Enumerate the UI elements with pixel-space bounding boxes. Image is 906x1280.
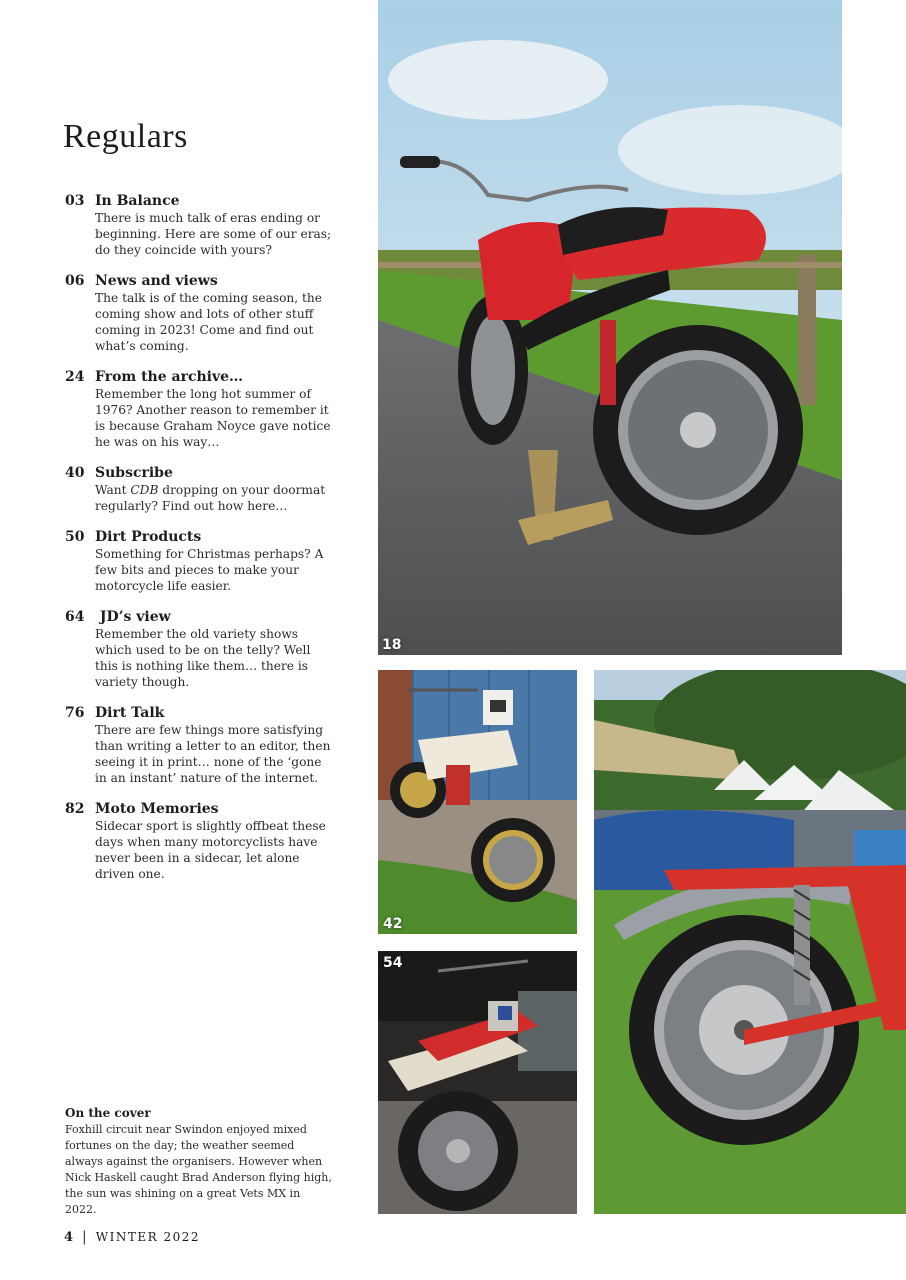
toc-description: Remember the old variety shows which used to be on the telly? Well this is nothing like them… there is variety though. [95, 627, 311, 689]
toc-title: In Balance [95, 193, 180, 209]
photo-yamaha-bike[interactable] [378, 951, 577, 1214]
cover-caption-text: Foxhill circuit near Swindon enjoyed mixed fortunes on the day; the weather seemed always against the organisers. However when Nick Haskell caught Brad Anderson flying high, the sun was shining on a great Vets MX in 2022. [65, 1123, 332, 1216]
photo-white-trials-bike[interactable] [378, 670, 577, 934]
cover-caption [65, 1106, 335, 1218]
toc-description [95, 482, 335, 514]
toc-page-number: 76 [65, 705, 85, 721]
toc-page-number: 06 [65, 273, 85, 289]
toc-title: Dirt Products [95, 529, 202, 545]
toc-title: Dirt Talk [95, 705, 165, 721]
photo-red-bike-rear-wheel[interactable] [594, 670, 906, 1214]
toc-title: Subscribe [95, 465, 173, 481]
toc-description: There is much talk of eras ending or beginning. Here are some of our eras; do they coincide with yours? [95, 211, 332, 257]
toc-title: Moto Memories [95, 801, 219, 817]
toc-description: Something for Christmas perhaps? A few bits and pieces to make your motorcycle life easier. [95, 547, 324, 593]
photo-red-trials-bike[interactable] [378, 0, 842, 655]
toc-description-magazine-name: CDB [130, 483, 159, 497]
footer-issue: WINTER 2022 [95, 1230, 200, 1244]
photo-page-label: 54 [383, 955, 403, 971]
toc-title: From the archive… [95, 369, 244, 385]
toc-page-number: 50 [65, 529, 85, 545]
toc-description-text: dropping on your doormat regularly? Find out how here… [95, 483, 326, 513]
toc-page-number: 82 [65, 801, 85, 817]
toc-description: There are few things more satisfying than writing a letter to an editor, then seeing it in print… none of the ‘gone in an instant’ nature of the internet. [95, 723, 331, 785]
cover-caption-label: On the cover [65, 1106, 151, 1120]
toc-entry[interactable] [65, 465, 335, 514]
photo-page-label: 18 [382, 637, 402, 653]
toc-entry[interactable] [65, 193, 335, 258]
toc-page-number: 64 [65, 609, 85, 625]
toc-title: JD’s view [95, 609, 171, 625]
toc-page-number: 03 [65, 193, 85, 209]
toc-entry[interactable] [65, 609, 335, 690]
toc-description-text: Want [95, 483, 131, 497]
page-footer [64, 1229, 200, 1245]
toc-description: Remember the long hot summer of 1976? Another reason to remember it is because Graham Noyce gave notice he was on his way… [95, 387, 331, 449]
toc-entry[interactable] [65, 529, 335, 594]
toc-description: The talk is of the coming season, the coming show and lots of other stuff coming in 2023! Come and find out what’s coming. [95, 291, 322, 353]
toc-entry[interactable] [65, 705, 335, 786]
toc-page-number: 40 [65, 465, 85, 481]
toc-description: Sidecar sport is slightly offbeat these days when many motorcyclists have never been in a sidecar, let alone driven one. [95, 819, 326, 881]
toc-title: News and views [95, 273, 218, 289]
photo-page-label: 42 [383, 916, 403, 932]
footer-separator: | [82, 1229, 87, 1245]
toc-entry[interactable] [65, 369, 335, 450]
page-title: Regulars [63, 118, 188, 155]
toc-entry[interactable] [65, 273, 335, 354]
footer-page-number: 4 [64, 1229, 74, 1245]
toc-entry[interactable] [65, 801, 335, 882]
toc-page-number: 24 [65, 369, 85, 385]
